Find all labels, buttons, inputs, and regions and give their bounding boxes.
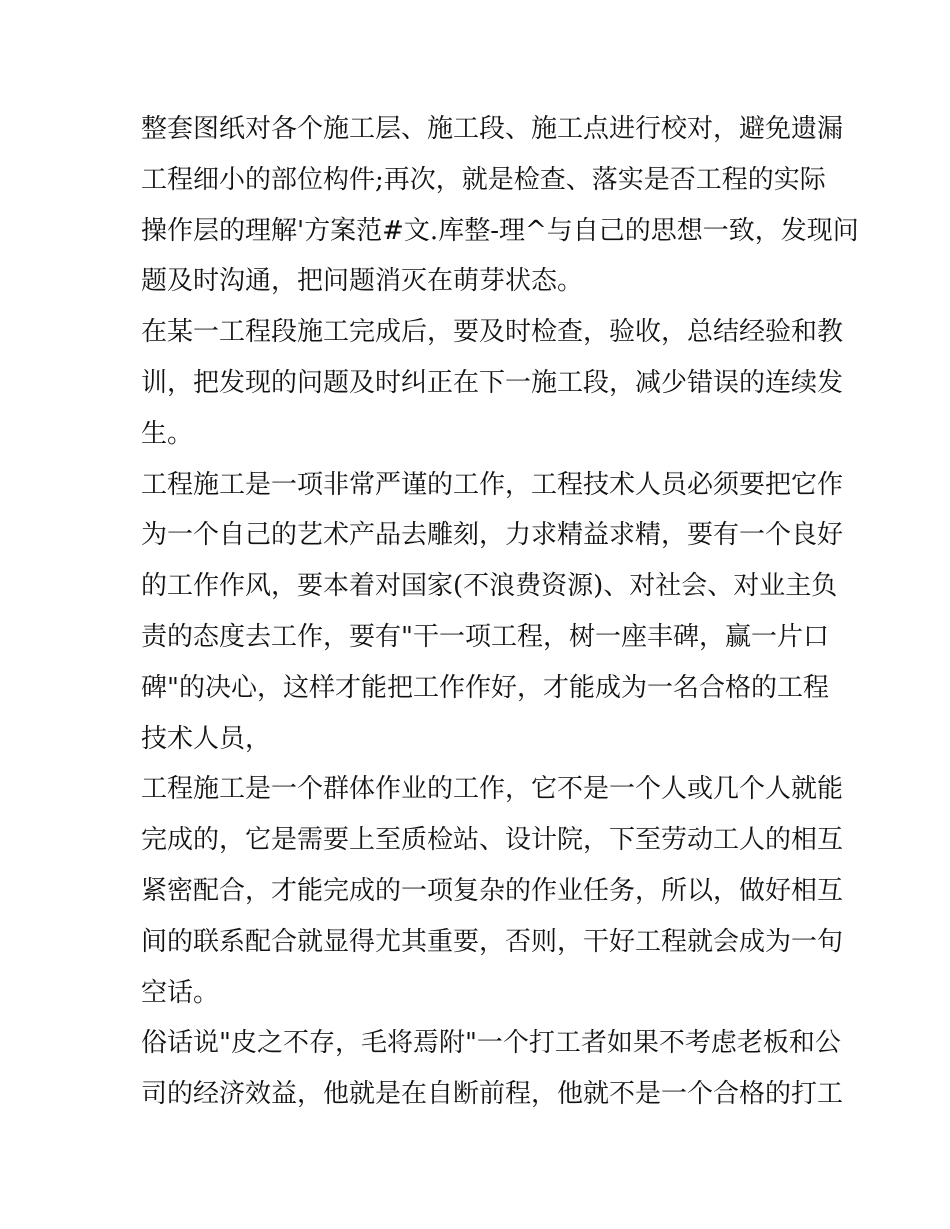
- text-line: 为一个自己的艺术产品去雕刻，力求精益求精，要有一个良好: [141, 520, 844, 551]
- text-line: 工程施工是一项非常严谨的工作，工程技术人员必须要把它作: [141, 469, 844, 500]
- text-line: 操作层的理解'方案范#文.库整-理^与自己的思想一致，发现问: [141, 215, 859, 246]
- text-line: 生。: [141, 418, 194, 449]
- text-line: 在某一工程段施工完成后，要及时检查，验收，总结经验和教: [141, 317, 844, 348]
- text-line: 责的态度去工作，要有"干一项工程，树一座丰碑，赢一片口: [141, 621, 829, 652]
- text-line: 整套图纸对各个施工层、施工段、施工点进行校对，避免遗漏: [141, 114, 844, 144]
- text-line: 的工作作风，要本着对国家(不浪费资源)、对社会、对业主负: [141, 571, 838, 602]
- text-line: 俗话说"皮之不存，毛将焉附"一个打工者如果不考虑老板和公: [141, 1028, 841, 1059]
- text-line: 紧密配合，才能完成的一项复杂的作业任务，所以，做好相互: [141, 875, 844, 906]
- text-line: 碑"的决心，这样才能把工作作好，才能成为一名合格的工程: [141, 672, 829, 703]
- document-body: [141, 104, 859, 1120]
- text-line: 工程细小的部位构件;再次，就是检查、落实是否工程的实际: [141, 164, 826, 195]
- paragraph-proverb: [141, 1018, 844, 1120]
- paragraph-teamwork: [141, 764, 844, 1018]
- text-line: 完成的，它是需要上至质检站、设计院，下至劳动工人的相互: [141, 825, 844, 856]
- paragraph-drawing-check: [141, 104, 859, 307]
- paragraph-work-attitude: [141, 460, 844, 765]
- text-line: 题及时沟通，把问题消灭在萌芽状态。: [141, 266, 584, 297]
- text-line: 训，把发现的问题及时纠正在下一施工段，减少错误的连续发: [141, 367, 844, 398]
- text-line: 司的经济效益，他就是在自断前程，他就不是一个合格的打工: [141, 1079, 844, 1110]
- text-line: 间的联系配合就显得尤其重要，否则，干好工程就会成为一句: [141, 926, 844, 957]
- text-line: 空话。: [141, 977, 220, 1008]
- paragraph-inspection: [141, 307, 844, 459]
- text-line: 技术人员，: [141, 723, 272, 754]
- text-line: 工程施工是一个群体作业的工作，它不是一个人或几个人就能: [141, 774, 844, 805]
